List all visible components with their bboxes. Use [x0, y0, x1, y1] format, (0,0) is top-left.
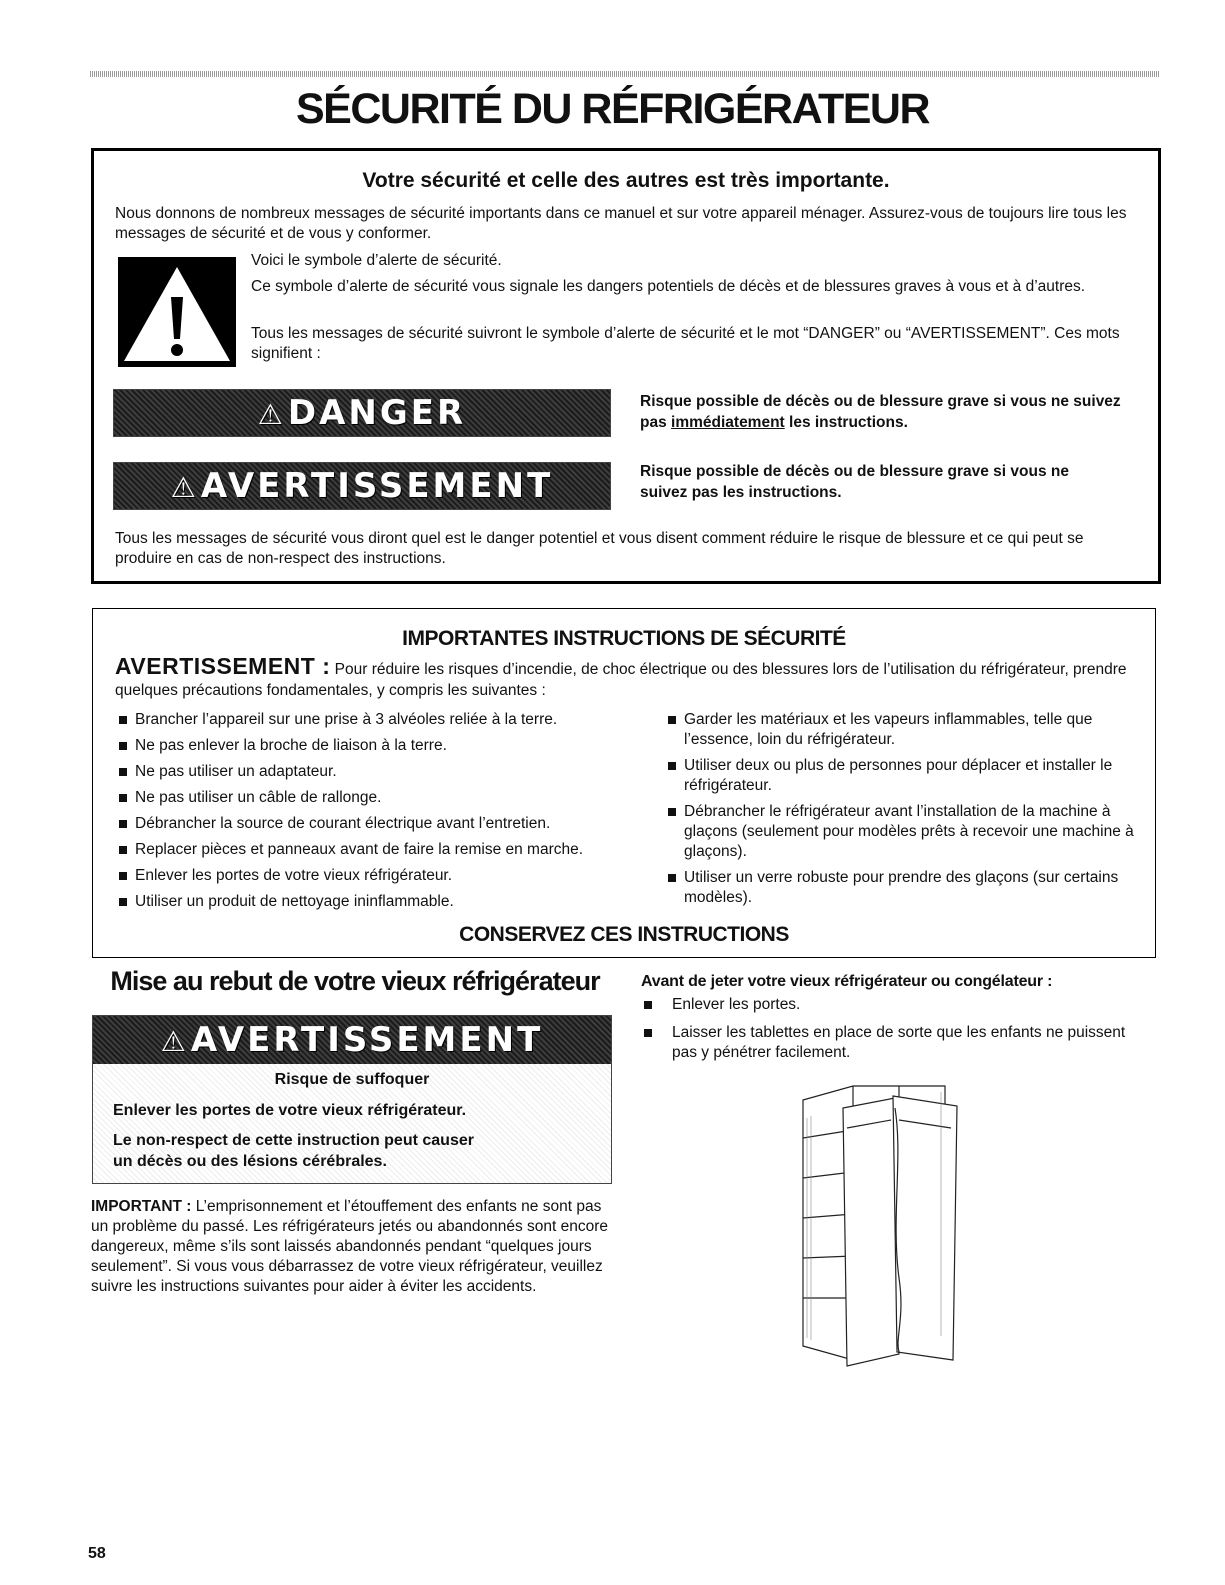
symbol-line: Voici le symbole d’alerte de sécurité. [251, 252, 502, 269]
danger-desc-part-2: les instructions. [784, 414, 908, 431]
bullet-icon [668, 716, 676, 724]
suffocation-warning-box [92, 1015, 612, 1184]
bullet-icon [119, 742, 127, 750]
list-item-text: Débrancher la source de courant électrique avant l’entretien. [135, 815, 551, 832]
safety-box-heading: Votre sécurité et celle des autres est très importante. [362, 169, 890, 192]
important-text: L’emprisonnement et l’étouffement des enfants ne sont pas un problème du passé. Les réfrigérateurs jetés ou abandonnés sont encore dangereux, même s’ils sont laissés abandonnés pendant “quelques jours seulement”. Si vous vous débarrassez de votre vieux réfrigérateur, veuillez suivre les instructions suivantes pour aider à éviter les accidents. [91, 1198, 609, 1295]
bullet-icon [119, 794, 127, 802]
danger-signal-bar [113, 389, 611, 437]
safety-box [91, 148, 1161, 584]
instructions-left-list [117, 710, 657, 918]
list-item [117, 840, 657, 860]
suffocation-warning-bar [93, 1016, 611, 1064]
warning-text: Pour réduire les risques d’incendie, de choc électrique ou des blessures lors de l’utilisation du réfrigérateur, prendre quelques précautions fondamentales, y compris les suivantes : [115, 661, 1127, 699]
suffocation-warning-label-text: AVERTISSEMENT [190, 1020, 544, 1060]
instructions-footer: CONSERVEZ CES INSTRUCTIONS [459, 923, 789, 946]
list-item-text: Ne pas utiliser un câble de rallonge. [135, 789, 382, 806]
bullet-icon [644, 1001, 652, 1009]
warning-triangle-icon: ⚠ [170, 471, 199, 504]
bullet-icon [119, 820, 127, 828]
list-item-text: Utiliser un verre robuste pour prendre des glaçons (sur certains modèles). [684, 869, 1119, 906]
messages-line: Tous les messages de sécurité suivront le symbole d’alerte de sécurité et le mot “DANGER” ou “AVERTISSEMENT”. Ces mots signifient : [251, 325, 1120, 362]
before-disposal-list [643, 995, 1143, 1071]
safety-intro: Nous donnons de nombreux messages de sécurité importants dans ce manuel et sur votre appareil ménager. Assurez-vous de toujours lire tous les messages de sécurité et de vous y conformer. [115, 205, 1127, 242]
list-item [117, 736, 657, 756]
list-item-text: Ne pas utiliser un adaptateur. [135, 763, 337, 780]
hazard-text: Risque de suffoquer [274, 1071, 430, 1088]
warning-word: AVERTISSEMENT : [115, 653, 331, 679]
list-item [117, 710, 657, 730]
list-item-text: Enlever les portes. [672, 996, 801, 1013]
list-item-text: Enlever les portes de votre vieux réfrigérateur. [135, 867, 453, 884]
list-item-text: Garder les matériaux et les vapeurs inflammables, telle que l’essence, loin du réfrigérateur. [684, 711, 1093, 748]
warning-triangle-icon: ⚠ [160, 1025, 189, 1058]
warning-signal-bar [113, 462, 611, 510]
list-item [117, 892, 657, 912]
bullet-icon [119, 898, 127, 906]
symbol-meaning: Ce symbole d’alerte de sécurité vous signale les dangers potentiels de décès et de blessures graves à vous et à d’autres. [251, 278, 1086, 295]
warning-description: Risque possible de décès ou de blessure grave si vous ne suivez pas les instructions. [640, 463, 1069, 501]
danger-label [258, 393, 466, 433]
bullet-icon [119, 768, 127, 776]
bullet-icon [668, 874, 676, 882]
page-number: 58 [88, 1545, 106, 1562]
instructions-box [92, 608, 1156, 958]
warning-triangle-icon: ⚠ [257, 398, 286, 431]
hazard-consequence-1: Le non-respect de cette instruction peut causer [113, 1132, 474, 1149]
important-label: IMPORTANT : [91, 1198, 192, 1215]
list-item [666, 756, 1136, 796]
list-item-text: Utiliser un produit de nettoyage ininflammable. [135, 893, 454, 910]
warning-label [171, 466, 554, 506]
before-disposal-heading: Avant de jeter votre vieux réfrigérateur ou congélateur : [641, 973, 1053, 990]
bullet-icon [644, 1029, 652, 1037]
disposal-title: Mise au rebut de votre vieux réfrigérateur [110, 966, 600, 996]
hazard-consequence-2: un décès ou des lésions cérébrales. [113, 1153, 387, 1170]
list-item-text: Brancher l’appareil sur une prise à 3 alvéoles reliée à la terre. [135, 711, 558, 728]
list-item-text: Replacer pièces et panneaux avant de faire la remise en marche. [135, 841, 584, 858]
list-item [666, 710, 1136, 750]
list-item [666, 802, 1136, 862]
list-item-text: Ne pas enlever la broche de liaison à la terre. [135, 737, 447, 754]
list-item [117, 788, 657, 808]
important-paragraph [91, 1197, 616, 1297]
list-item [117, 866, 657, 886]
list-item [643, 995, 1143, 1015]
page-title: SÉCURITÉ DU RÉFRIGÉRATEUR [295, 85, 929, 133]
list-item-text: Laisser les tablettes en place de sorte que les enfants ne puissent pas y pénétrer facilement. [672, 1024, 1126, 1061]
danger-desc-part-1: Risque possible de décès ou de blessure grave si vous ne suivez pas [640, 393, 1121, 431]
list-item-text: Utiliser deux ou plus de personnes pour déplacer et installer le réfrigérateur. [684, 757, 1113, 794]
hazard-action: Enlever les portes de votre vieux réfrigérateur. [113, 1102, 467, 1119]
list-item [117, 762, 657, 782]
bullet-icon [119, 846, 127, 854]
refrigerator-doors-removed-icon [795, 1078, 965, 1373]
list-item [117, 814, 657, 834]
bullet-icon [119, 716, 127, 724]
suffocation-warning-label [161, 1020, 544, 1060]
danger-label-text: DANGER [287, 393, 467, 433]
safety-alert-icon [118, 257, 236, 367]
list-item [666, 868, 1136, 908]
bullet-icon [668, 762, 676, 770]
instructions-heading: IMPORTANTES INSTRUCTIONS DE SÉCURITÉ [402, 627, 846, 650]
danger-desc-underlined: immédiatement [671, 414, 785, 431]
warning-label-text: AVERTISSEMENT [200, 466, 554, 506]
top-rule [90, 71, 1160, 77]
instructions-warning [115, 653, 1140, 701]
safety-box-footer: Tous les messages de sécurité vous diront quel est le danger potentiel et vous disent comment réduire le risque de blessure et ce qui peut se produire en cas de non-respect des instructions. [115, 530, 1084, 567]
bullet-icon [119, 872, 127, 880]
danger-description [640, 391, 1150, 433]
bullet-icon [668, 808, 676, 816]
instructions-right-list [666, 710, 1136, 914]
list-item-text: Débrancher le réfrigérateur avant l’installation de la machine à glaçons (seulement pour modèles prêts à recevoir une machine à glaçons). [684, 803, 1134, 860]
list-item [643, 1023, 1143, 1063]
